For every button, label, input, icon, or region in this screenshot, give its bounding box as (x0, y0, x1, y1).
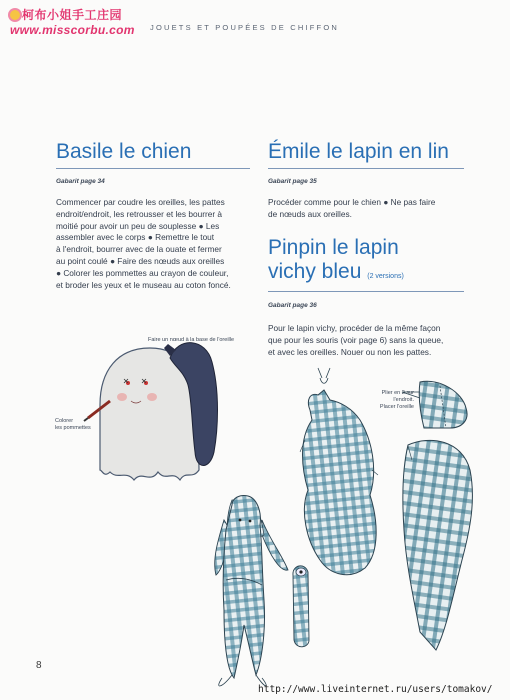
watermark-site-url: www.misscorbu.com (10, 23, 135, 37)
text-line: à l'endroit, bourrer avec de la ouate et fermer (56, 244, 222, 255)
pinpin-gabarit: Gabarit page 36 (268, 302, 317, 309)
text-line: que pour les souris (voir page 6) sans la queue, (268, 334, 444, 345)
label-ear-knot: Faire un nœud à la base de l'oreille (148, 337, 235, 343)
versions-note: (2 versions) (367, 273, 404, 280)
text-line: de nœuds aux oreilles. (268, 208, 352, 219)
emile-gabarit: Gabarit page 35 (268, 178, 317, 185)
text-line: Commencer par coudre les oreilles, les pattes (56, 197, 225, 207)
text-line: et broder les yeux et le museau au coton foncé. (56, 279, 231, 290)
text-line: au point coulé ● Faire des nœuds aux oreilles (56, 255, 225, 266)
head-piece-drawing (403, 440, 473, 650)
watermark-site-name: 柯布小姐手工庄园 (10, 6, 122, 23)
gingham-rabbit-body-drawing (300, 368, 378, 575)
small-rabbit-piece-drawing (293, 566, 309, 647)
text-line: endroit/endroit, les retrousser et les bourrer à (56, 208, 223, 219)
emile-title: Émile le lapin en lin (268, 140, 449, 163)
basile-gabarit: Gabarit page 34 (56, 178, 105, 185)
text-line: Pour le lapin vichy, procéder de la même façon (268, 323, 441, 333)
text-line: Procéder comme pour le chien ● Ne pas faire (268, 197, 436, 207)
dog-drawing (84, 343, 218, 480)
text-line: assembler avec le corps ● Remettre le tout (56, 232, 215, 243)
page-number: 8 (36, 660, 42, 671)
ear-piece-drawing (402, 381, 467, 428)
running-header: JOUETS ET POUPÉES DE CHIFFON (150, 23, 339, 32)
watermark-bottom-url: http://www.liveinternet.ru/users/tomakov/ (258, 684, 493, 695)
text-line: moitié pour avoir un peu de souplesse ● Les (56, 220, 220, 231)
text-line: ● Colorer les pommettes au crayon de couleur, (56, 267, 229, 278)
label-fold-ear: Plier en 2 sur l'endroit. Placer l'oreille (379, 390, 414, 410)
standing-rabbit-drawing (215, 495, 288, 685)
pinpin-title: Pinpin le lapin vichy bleu (2 versions) (268, 236, 404, 283)
label-cheeks: Colorer les pommettes (55, 418, 91, 431)
basile-title: Basile le chien (56, 140, 192, 163)
text-line: et avec les oreilles. Nouer ou non les pattes. (268, 346, 432, 357)
